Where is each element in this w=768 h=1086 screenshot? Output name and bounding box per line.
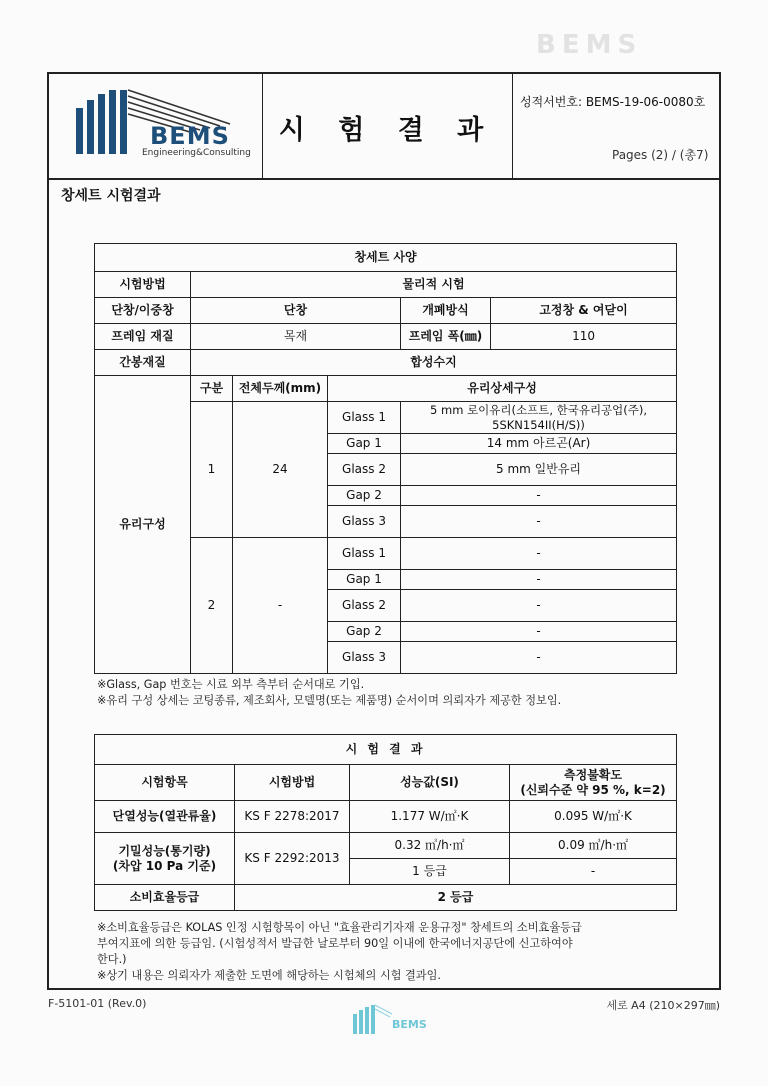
glass-row-detail: 14 mm 아르곤(Ar) (401, 434, 677, 454)
glass-row-name: Gap 2 (328, 622, 401, 642)
glass-row-detail: - (401, 506, 677, 538)
spec-note: ※Glass, Gap 번호는 시료 외부 측부터 순서대로 기입. (97, 678, 365, 691)
glass-row-detail: - (401, 570, 677, 590)
col-thickness: 전체두께(mm) (233, 376, 328, 402)
group2-div: 2 (191, 538, 233, 674)
frame-width-value: 110 (491, 324, 677, 350)
efficiency-value: 2 등급 (235, 885, 677, 911)
glass-row-name: Gap 1 (328, 570, 401, 590)
air-label-line1: 기밀성능(통기량) (118, 843, 211, 858)
bems-logo (70, 86, 250, 166)
form-code: F-5101-01 (Rev.0) (48, 997, 147, 1010)
air-uncertainty: 0.09 ㎥/h·㎡ (510, 833, 677, 859)
glass-row-detail: - (401, 486, 677, 506)
single-double-value: 단창 (191, 298, 401, 324)
spacer-label: 간봉재질 (95, 350, 191, 376)
header-divider (47, 178, 721, 180)
spacer-value: 합성수지 (191, 350, 677, 376)
method-label: 시험방법 (95, 272, 191, 298)
air-value: 0.32 ㎥/h·㎡ (350, 833, 510, 859)
glass-row-name: Glass 3 (328, 506, 401, 538)
frame-material-label: 프레임 재질 (95, 324, 191, 350)
footer-logo-text: BEMS (392, 1018, 427, 1031)
section-title: 창세트 시험결과 (61, 188, 161, 204)
group1-thickness: 24 (233, 402, 328, 538)
glass-row-detail: 5 mm 일반유리 (401, 454, 677, 486)
report-number: 성적서번호: BEMS-19-06-0080호 (520, 95, 706, 109)
col-div: 구분 (191, 376, 233, 402)
col-value: 성능값(SI) (350, 765, 510, 801)
thermal-value: 1.177 W/㎡·K (350, 801, 510, 833)
header-divider-right (512, 72, 513, 178)
results-table (94, 734, 677, 911)
glass-row-name: Glass 2 (328, 454, 401, 486)
method-value: 물리적 시험 (191, 272, 677, 298)
glass-row-detail: - (401, 622, 677, 642)
results-heading: 시 험 결 과 (95, 735, 677, 765)
glass-row-name: Glass 1 (328, 402, 401, 434)
glass-row-name: Gap 1 (328, 434, 401, 454)
col-method: 시험방법 (235, 765, 350, 801)
col-uncertainty (510, 765, 677, 801)
watermark: BEMS (536, 30, 643, 60)
page-title: 시 험 결 과 (278, 115, 496, 146)
air-label (95, 833, 235, 885)
logo-text: BEMS (150, 122, 230, 150)
thermal-uncertainty: 0.095 W/㎡·K (510, 801, 677, 833)
glass-row-name: Gap 2 (328, 486, 401, 506)
opening-value: 고정창 & 여닫이 (491, 298, 677, 324)
glass-row-name: Glass 2 (328, 590, 401, 622)
spec-note: ※유리 구성 상세는 코팅종류, 제조회사, 모델명(또는 제품명) 순서이며 의뢰자가 제공한 정보임. (97, 694, 562, 707)
glass-label: 유리구성 (95, 376, 191, 674)
opening-label: 개폐방식 (401, 298, 491, 324)
group1-div: 1 (191, 402, 233, 538)
group2-thickness: - (233, 538, 328, 674)
spec-heading: 창세트 사양 (95, 244, 677, 272)
col-uncertainty-title: 측정불확도 (564, 767, 622, 782)
air-label-line2: (차압 10 Pa 기준) (112, 858, 217, 873)
results-note: 부여지표에 의한 등급임. (시험성적서 발급한 날로부터 90일 이내에 한국에너지공단에 신고하여야 (97, 937, 573, 950)
frame-width-label: 프레임 폭(㎜) (401, 324, 491, 350)
glass-row-detail: - (401, 642, 677, 674)
efficiency-label: 소비효율등급 (95, 885, 235, 911)
frame-material-value: 목재 (191, 324, 401, 350)
results-note: 한다.) (97, 953, 127, 966)
spec-table (94, 243, 677, 674)
footer-logo-icon (352, 1004, 392, 1034)
single-double-label: 단창/이중창 (95, 298, 191, 324)
page-count: Pages (2) / (총7) (612, 148, 709, 162)
col-detail: 유리상세구성 (328, 376, 677, 402)
logo-subtext: Engineering&Consulting (142, 148, 251, 158)
glass-row-name: Glass 3 (328, 642, 401, 674)
glass-row-detail: 5 mm 로이유리(소프트, 한국유리공업(주), 5SKN154II(H/S)) (401, 402, 677, 434)
footer-logo (352, 1004, 432, 1036)
air-grade: 1 등급 (350, 859, 510, 885)
results-note: ※상기 내용은 의뢰자가 제출한 도면에 해당하는 시험체의 시험 결과임. (97, 969, 441, 982)
paper-size: 세로 A4 (210×297㎜) (606, 999, 720, 1012)
air-grade-uncertainty: - (510, 859, 677, 885)
glass-row-detail: - (401, 590, 677, 622)
thermal-method: KS F 2278:2017 (235, 801, 350, 833)
thermal-label: 단열성능(열관류율) (95, 801, 235, 833)
glass-row-name: Glass 1 (328, 538, 401, 570)
glass-row-detail: - (401, 538, 677, 570)
air-method: KS F 2292:2013 (235, 833, 350, 885)
col-uncertainty-sub: (신뢰수준 약 95 %, k=2) (520, 782, 666, 797)
results-note: ※소비효율등급은 KOLAS 인정 시험항목이 아닌 "효율관리기자재 운용규정" 창세트의 소비효율등급 (97, 921, 582, 934)
col-item: 시험항목 (95, 765, 235, 801)
